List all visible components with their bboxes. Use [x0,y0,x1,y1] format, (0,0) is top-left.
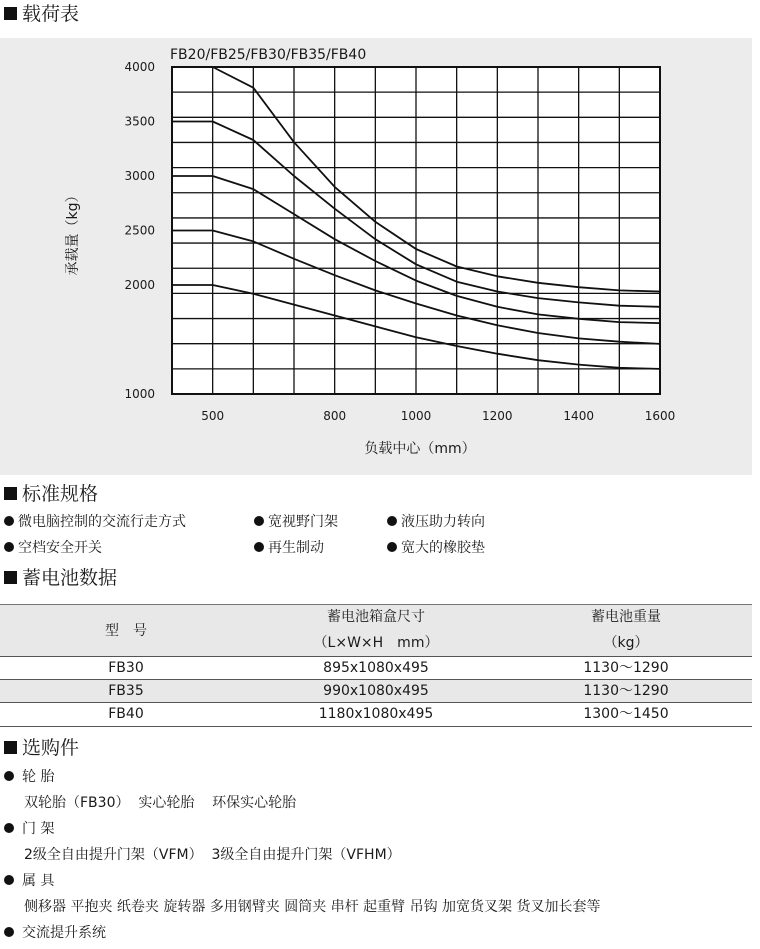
option-group-text: 2级全自由提升门架（VFM） 3级全自由提升门架（VFHM） [24,847,401,863]
x-tick-label: 1600 [644,409,676,423]
feature-item: 空档安全开关 [4,539,102,557]
bullet-dot-icon [4,823,14,833]
bullet-dot-icon [4,542,14,552]
bullet-dot-icon [387,516,397,526]
y-tick-label: 3500 [124,114,155,129]
chart-title: FB20/FB25/FB30/FB35/FB40 [170,47,367,63]
option-group-text: 侧移器 平抱夹 纸卷夹 旋转器 多用钢臂夹 圆筒夹 串杆 起重臂 吊钩 加宽货叉架 货叉加长套等 [24,899,601,915]
option-group-title: 门 架 [4,820,54,838]
y-tick-label: 2500 [124,223,155,238]
y-tick-label: 3000 [124,169,155,183]
table-row: FB40 1180x1080x495 1300～1450 [0,702,752,725]
bullet-dot-icon [387,542,397,552]
feature-item: 再生制动 [254,539,324,557]
option-group-title: 轮 胎 [4,768,54,786]
bullet-dot-icon [4,516,14,526]
square-bullet-icon [4,571,17,584]
square-bullet-icon [4,741,17,754]
table-row: FB30 895x1080x495 1130～1290 [0,656,752,679]
battery-table-header [0,604,752,656]
table-bottom-border [0,726,752,727]
header-model: 型 号 [105,623,147,639]
header-size-unit: （L×W×H mm） [313,635,439,651]
option-last-item: 交流提升系统 [4,924,106,942]
header-weight-unit: （kg） [603,635,649,651]
section-title: 选购件 [22,737,80,759]
x-tick-label: 1400 [563,409,594,423]
section-title: 蓄电池数据 [22,567,118,589]
square-bullet-icon [4,487,17,500]
chart-grid [172,67,660,394]
option-group-title: 属 具 [4,872,54,890]
load-chart [0,38,752,475]
square-bullet-icon [4,7,17,20]
feature-item: 宽视野门架 [254,513,338,531]
x-tick-label: 500 [201,409,225,423]
x-axis-label: 负载中心（mm） [364,441,476,457]
y-tick-labels [124,60,155,401]
section-title: 载荷表 [22,3,80,25]
bullet-dot-icon [254,542,264,552]
bullet-dot-icon [4,927,14,937]
section-title: 标准规格 [22,483,99,505]
x-tick-label: 1200 [482,409,513,423]
y-axis-label: 承载量（kg） [65,188,81,276]
table-row: FB35 990x1080x495 1130～1290 [0,679,752,702]
load-chart-panel [0,38,752,475]
bullet-dot-icon [254,516,264,526]
bullet-dot-icon [4,875,14,885]
x-tick-label: 800 [323,409,347,423]
header-size: 蓄电池箱盒尺寸 [327,609,425,625]
feature-item: 液压助力转向 [387,513,485,531]
feature-item: 宽大的橡胶垫 [387,539,485,557]
x-tick-label: 1000 [400,409,432,423]
section-heading-battery-data [4,566,117,590]
x-tick-labels [201,409,675,423]
feature-item: 微电脑控制的交流行走方式 [4,513,186,531]
section-heading-standard-spec [4,482,98,506]
y-tick-label: 1000 [124,387,155,401]
option-group-text: 双轮胎（FB30） 实心轮胎 环保实心轮胎 [24,795,297,811]
section-heading-options [4,736,79,760]
header-weight: 蓄电池重量 [591,609,661,625]
bullet-dot-icon [4,771,14,781]
y-tick-label: 4000 [124,60,155,74]
section-heading-load-chart [4,2,79,26]
y-tick-label: 2000 [124,278,155,292]
